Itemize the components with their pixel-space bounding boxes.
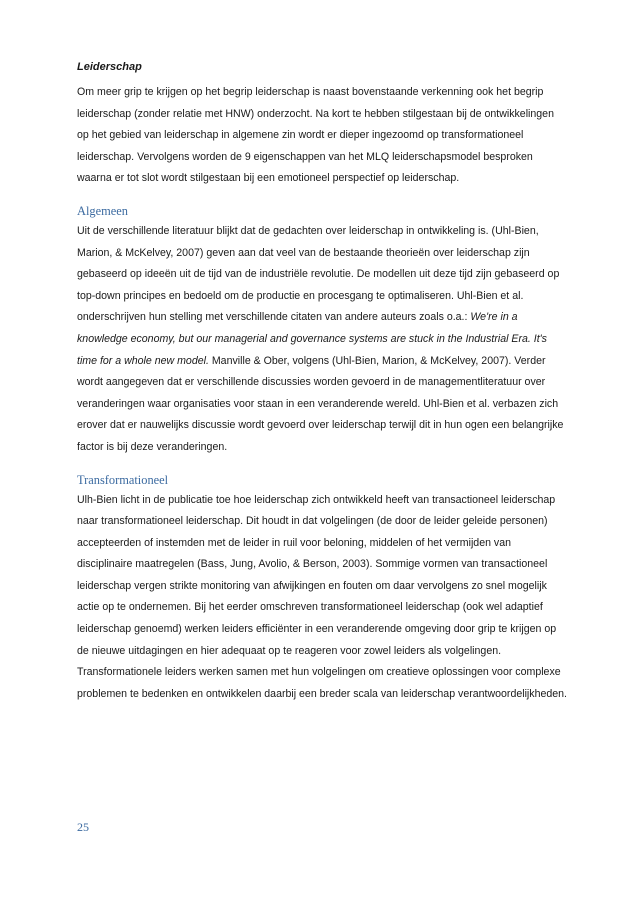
algemeen-quote: We're in a knowledge economy, but our managerial and governance systems are stuck in the Industrial Era. It's time for a whole new model. — [77, 311, 547, 367]
section-title: Leiderschap — [77, 61, 142, 73]
heading-algemeen: Algemeen — [77, 203, 128, 218]
algemeen-paragraph — [77, 221, 567, 459]
page-number: 25 — [77, 820, 89, 834]
heading-transformationeel: Transformationeel — [77, 472, 169, 487]
transformationeel-paragraph: Ulh-Bien licht in de publicatie toe hoe leiderschap zich ontwikkeld heeft van transactioneel leiderschap naar transformationeel leiderschap. Dit houdt in dat volgelingen (de door de leider geleide personen) accepteerden of instemden met de leider in ruil voor beloning, middelen of het vermijden van disciplinaire maatregelen (Bass, Jung, Avolio, & Berson, 2003). Sommige vormen van transactioneel leiderschap vergen strikte monitoring van afwijkingen en fouten om daar vervolgens zo snel mogelijk actie op te ondernemen. Bij het eerder omschreven transformationeel leiderschap (ook wel adaptief leiderschap genoemd) werken leiders efficiënter in een veranderende omgeving door grip te krijgen op de nieuwe uitdagingen en hier adequaat op te reageren voor zowel leiders als volgelingen. Transformationele leiders werken samen met hun volgelingen om creatieve oplossingen voor complexe problemen te bedenken en ontwikkelen daarbij een breder scala van leiderschap verantwoordelijkheden. — [77, 493, 567, 700]
algemeen-text-part1: Uit de verschillende literatuur blijkt dat de gedachten over leiderschap in ontwikkeling is. (Uhl-Bien, Marion, & McKelvey, 2007) geven aan dat veel van de bestaande theorieën over leiderschap zijn gebaseerd op ideeën uit de tijd van de industriële revolutie. De modellen uit deze tijd zijn gebaseerd op top-down principes en bedoeld om de productie en procesgang te optimaliseren. Uhl-Bien et al. onderschrijven hun stelling met verschillende citaten van andere auteurs zoals o.a.: — [77, 224, 560, 324]
intro-paragraph: Om meer grip te krijgen op het begrip leiderschap is naast bovenstaande verkenning ook het begrip leiderschap (zonder relatie met HNW) onderzocht. Na kort te hebben stilgestaan bij de ontwikkelingen op het gebied van leiderschap in algemene zin wordt er dieper ingezoomd op transformationeel leiderschap. Vervolgens worden de 9 eigenschappen van het MLQ leiderschapsmodel besproken waarna er tot slot wordt stilgestaan bij een emotioneel perspectief op leiderschap. — [77, 86, 554, 185]
document-page — [77, 56, 567, 705]
algemeen-text-part2: Manville & Ober, volgens (Uhl-Bien, Marion, & McKelvey, 2007). Verder wordt aangegeven dat er verschillende discussies worden gevoerd in de managementliteratuur over veranderingen waar organisaties voor staan in een veranderende wereld. Uhl-Bien et al. verbazen zich erover dat er nauwelijks discussie wordt gevoerd over leiderschap terwijl dit in hun ogen een belangrijke factor is bij deze veranderingen. — [77, 354, 564, 453]
